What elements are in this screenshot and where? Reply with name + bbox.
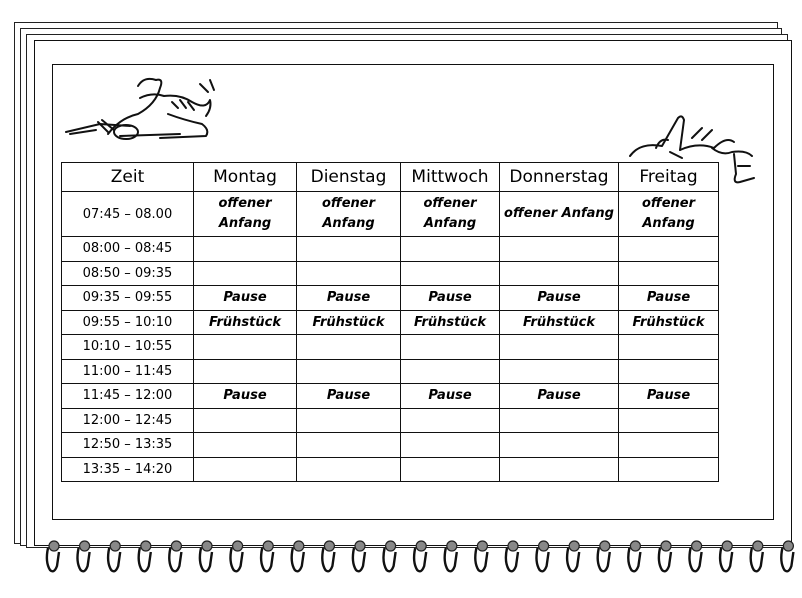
spiral-ring xyxy=(659,541,671,571)
schedule-cell: offener Anfang xyxy=(619,192,719,237)
spiral-ring xyxy=(108,541,120,571)
schedule-cell xyxy=(401,237,500,262)
table-row xyxy=(62,261,719,286)
schedule-cell xyxy=(297,335,401,360)
schedule-cell xyxy=(194,408,297,433)
spiral-ring xyxy=(322,541,334,571)
schedule-cell: Frühstück xyxy=(619,310,719,335)
schedule-cell: Pause xyxy=(500,286,619,311)
column-header-freitag: Freitag xyxy=(619,163,719,192)
schedule-cell xyxy=(401,433,500,458)
spiral-ring xyxy=(261,541,273,571)
schedule-cell: Pause xyxy=(194,384,297,409)
column-header-donnerstag: Donnerstag xyxy=(500,163,619,192)
schedule-cell xyxy=(297,457,401,482)
schedule-cell xyxy=(194,433,297,458)
schedule-cell xyxy=(500,261,619,286)
schedule-cell: Pause xyxy=(401,286,500,311)
time-cell: 10:10 – 10:55 xyxy=(62,335,194,360)
schedule-cell xyxy=(500,408,619,433)
spiral-ring xyxy=(47,541,59,571)
time-cell: 09:35 – 09:55 xyxy=(62,286,194,311)
spiral-ring xyxy=(77,541,89,571)
schedule-cell xyxy=(401,408,500,433)
schedule-cell: Frühstück xyxy=(194,310,297,335)
schedule-cell xyxy=(297,261,401,286)
time-cell: 08:50 – 09:35 xyxy=(62,261,194,286)
schedule-cell: Pause xyxy=(619,286,719,311)
table-header-row xyxy=(62,163,719,192)
column-header-montag: Montag xyxy=(194,163,297,192)
table-row xyxy=(62,192,719,237)
schedule-cell xyxy=(297,359,401,384)
spiral-ring xyxy=(628,541,640,571)
spiral-ring xyxy=(139,541,151,571)
cartoon-figure-writing-icon xyxy=(60,74,220,146)
schedule-cell xyxy=(500,457,619,482)
spiral-ring xyxy=(292,541,304,571)
schedule-cell: Pause xyxy=(401,384,500,409)
schedule-cell xyxy=(194,335,297,360)
time-cell: 07:45 – 08.00 xyxy=(62,192,194,237)
spiral-ring xyxy=(475,541,487,571)
schedule-cell: Frühstück xyxy=(401,310,500,335)
table-row xyxy=(62,335,719,360)
spiral-ring xyxy=(414,541,426,571)
spiral-ring xyxy=(751,541,763,571)
schedule-cell xyxy=(619,359,719,384)
schedule-cell: offener Anfang xyxy=(500,192,619,237)
table-row xyxy=(62,457,719,482)
schedule-cell xyxy=(619,335,719,360)
schedule-cell xyxy=(500,237,619,262)
spiral-ring xyxy=(598,541,610,571)
table-row xyxy=(62,237,719,262)
schedule-cell: Pause xyxy=(297,286,401,311)
schedule-cell xyxy=(619,408,719,433)
schedule-cell: Pause xyxy=(194,286,297,311)
time-cell: 13:35 – 14:20 xyxy=(62,457,194,482)
spiral-ring xyxy=(536,541,548,571)
schedule-cell xyxy=(619,261,719,286)
schedule-cell xyxy=(500,335,619,360)
spiral-ring xyxy=(445,541,457,571)
schedule-cell xyxy=(619,457,719,482)
schedule-cell: offener Anfang xyxy=(401,192,500,237)
spiral-ring xyxy=(200,541,212,571)
schedule-cell: offener Anfang xyxy=(297,192,401,237)
table-row xyxy=(62,359,719,384)
spiral-ring xyxy=(230,541,242,571)
column-header-dienstag: Dienstag xyxy=(297,163,401,192)
schedule-cell xyxy=(194,237,297,262)
schedule-cell xyxy=(619,237,719,262)
schedule-cell xyxy=(297,408,401,433)
time-cell: 09:55 – 10:10 xyxy=(62,310,194,335)
schedule-cell xyxy=(297,433,401,458)
spiral-ring xyxy=(506,541,518,571)
schedule-cell xyxy=(401,335,500,360)
spiral-ring xyxy=(169,541,181,571)
schedule-cell xyxy=(401,261,500,286)
schedule-cell xyxy=(500,359,619,384)
schedule-cell xyxy=(401,359,500,384)
column-header-zeit: Zeit xyxy=(62,163,194,192)
table-row xyxy=(62,310,719,335)
time-cell: 12:50 – 13:35 xyxy=(62,433,194,458)
table-row xyxy=(62,384,719,409)
schedule-cell xyxy=(194,457,297,482)
schedule-cell: Pause xyxy=(500,384,619,409)
schedule-cell: Pause xyxy=(297,384,401,409)
schedule-cell xyxy=(500,433,619,458)
time-cell: 08:00 – 08:45 xyxy=(62,237,194,262)
spiral-ring xyxy=(781,541,793,571)
spiral-ring xyxy=(720,541,732,571)
spiral-ring xyxy=(689,541,701,571)
time-cell: 11:00 – 11:45 xyxy=(62,359,194,384)
schedule-cell xyxy=(194,261,297,286)
schedule-cell xyxy=(401,457,500,482)
timetable xyxy=(61,162,719,482)
schedule-cell: Pause xyxy=(619,384,719,409)
schedule-cell: Frühstück xyxy=(297,310,401,335)
table-row xyxy=(62,433,719,458)
spiral-ring xyxy=(383,541,395,571)
time-cell: 11:45 – 12:00 xyxy=(62,384,194,409)
schedule-cell xyxy=(619,433,719,458)
schedule-cell xyxy=(297,237,401,262)
schedule-cell: Frühstück xyxy=(500,310,619,335)
schedule-cell xyxy=(194,359,297,384)
spiral-ring xyxy=(353,541,365,571)
table-row xyxy=(62,408,719,433)
spiral-binding-icon xyxy=(0,532,802,582)
column-header-mittwoch: Mittwoch xyxy=(401,163,500,192)
schedule-cell: offener Anfang xyxy=(194,192,297,237)
spiral-ring xyxy=(567,541,579,571)
time-cell: 12:00 – 12:45 xyxy=(62,408,194,433)
table-row xyxy=(62,286,719,311)
